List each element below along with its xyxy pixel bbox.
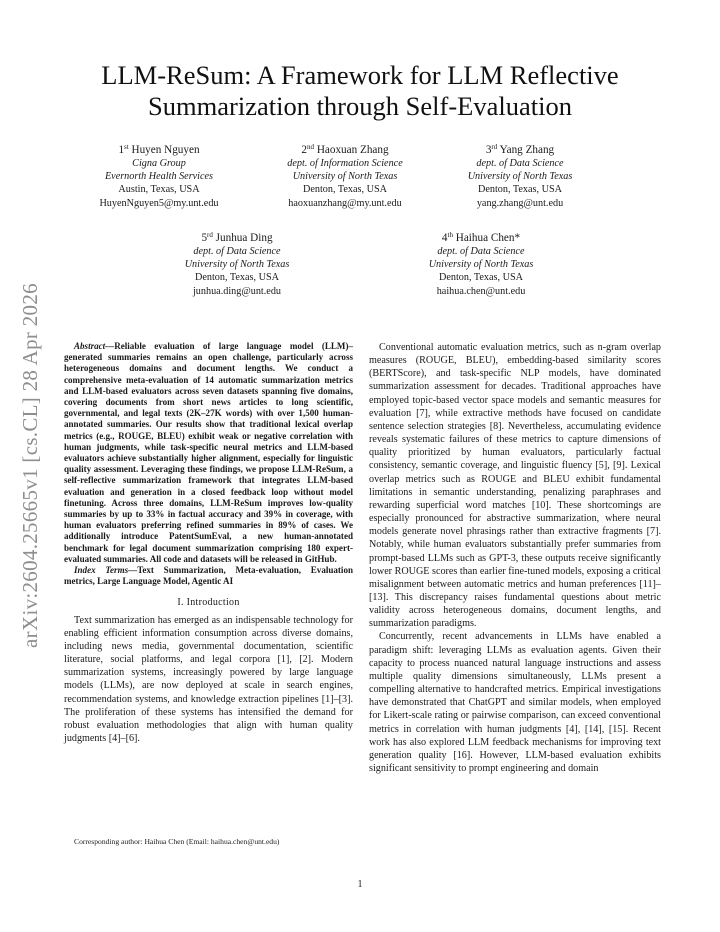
author-location: Austin, Texas, USA [118, 184, 200, 196]
index-terms-label: Index Terms [74, 565, 129, 576]
author-org: dept. of Information Science [287, 158, 403, 169]
author-org-sub: Evernorth Health Services [104, 171, 214, 183]
author-org: Cigna Group [132, 158, 186, 169]
right-column [369, 341, 661, 775]
arxiv-identifier-text: arXiv:2604.25665v1 [cs.CL] 28 Apr 2026 [17, 282, 42, 648]
author-org: dept. of Data Science [476, 158, 564, 169]
author-location: Denton, Texas, USA [478, 184, 562, 196]
author-email: yang.zhang@unt.edu [476, 197, 564, 209]
author-org: dept. of Data Science [193, 246, 281, 257]
author-block-4 [386, 231, 576, 298]
author-name: 5rd Junhua Ding [201, 231, 273, 244]
author-email: HuyenNguyen5@my.unt.edu [99, 197, 219, 209]
author-email: haoxuanzhang@my.unt.edu [288, 197, 402, 209]
author-org-sub: University of North Texas [292, 171, 398, 183]
index-terms [64, 565, 353, 587]
abstract-label: Abstract [74, 341, 106, 351]
author-location: Denton, Texas, USA [439, 272, 523, 284]
corresponding-author-footnote: Corresponding author: Haihua Chen (Email: haihua.chen@unt.edu) [74, 837, 280, 846]
index-terms-text: —Text Summarization, Meta-evaluation, Evaluation metrics, Large Language Model, Agentic AI [64, 565, 353, 587]
author-name: 1st Huyen Nguyen [118, 143, 200, 156]
author-name: 3rd Yang Zhang [485, 143, 555, 156]
page-number: 1 [357, 879, 363, 890]
author-block-1 [64, 143, 254, 210]
author-org: dept. of Data Science [437, 246, 525, 257]
author-email: haihua.chen@unt.edu [436, 285, 526, 297]
intro-paragraph-1: Text summarization has emerged as an indispensable technology for enabling efficient information consumption across diverse domains, including news media, governmental documentation, scientific literature, social platforms, and legal corpora [1], [2]. Modern summarization systems, increasingly powered by large language models (LLMs), are now deployed at scale in search engines, recommendation systems, and knowledge extraction pipelines [1]–[3]. The proliferation of these systems has intensified the demand for robust evaluation methodologies that align with human quality judgments [4]–[6]. [64, 614, 353, 745]
abstract [64, 341, 353, 565]
author-email: junhua.ding@unt.edu [192, 285, 282, 297]
arxiv-identifier [5, 255, 55, 675]
author-block-5 [142, 231, 332, 298]
author-org-sub: University of North Texas [428, 259, 534, 271]
intro-paragraph-2: Conventional automatic evaluation metrics, such as n-gram overlap measures (ROUGE, BLEU), embedding-based similarity scores (BERTScore), and task-specific NLP models, have dominated summarization assessment for decades. Traditional approaches have employed topic-based vector space models and semantic measures for evaluation [7], while extractive methods have focused on candidate sentence selection strategies [8]. Nevertheless, accumulating evidence reveals systematic failures of these metrics to capture dimensions of quality prioritized by human evaluators, particularly factual consistency, semantic coverage, and linguistic fluency [5], [9]. Lexical overlap metrics such as ROUGE and BLEU exhibit fundamental limitations in semantic understanding, penalizing paraphrases and rewarding superficial word matches [10]. These shortcomings are especially pronounced for abstractive summarization, where neural models generate novel phrasings rather than extractive fragments [7]. Notably, while human evaluators substantially prefer summaries from prompt-based LLMs such as GPT-3, these outputs receive significantly lower ROUGE scores than earlier fine-tuned models, exposing a critical misalignment between automatic metrics and human preferences [11]–[13]. This discrepancy raises fundamental questions about metric validity across heterogeneous domains, document lengths, and summarization paradigms. [369, 342, 661, 630]
section-heading: I. Introduction [177, 597, 240, 609]
author-location: Denton, Texas, USA [195, 272, 279, 284]
author-block-2 [250, 143, 440, 210]
intro-paragraph-3: Concurrently, recent advancements in LLMs have enabled a paradigm shift: leveraging LLMs as evaluation agents. Given their capacity to process nuanced natural language instructions and assess multiple quality dimensions simultaneously, LLMs present a compelling alternative to handcrafted metrics. Empirical investigations have demonstrated that ChatGPT and similar models, when employed for Likert-scale rating or pairwise comparison, can exceed conventional metrics in correlation with human judgments [4], [14], [15]. Recent work has also explored LLM feedback mechanisms for improving text generation quality [16]. However, LLM-based evaluation exhibits significant sensitivity to prompt engineering and domain [369, 631, 661, 774]
left-column [64, 341, 353, 745]
paper-title [60, 60, 660, 122]
title-line-2: Summarization through Self-Evaluation [148, 91, 572, 121]
author-name: 2nd Haoxuan Zhang [301, 143, 389, 156]
title-line-1: LLM-ReSum: A Framework for LLM Reflective [101, 60, 619, 90]
author-name: 4th Haihua Chen* [441, 231, 521, 244]
abstract-text: —Reliable evaluation of large language model (LLM)–generated summaries remains an open challenge, particularly across heterogeneous domains and document lengths. We conduct a comprehensive meta-evaluation of 14 automatic summarization metrics and LLM-based evaluators across seven datasets spanning five domains, covering documents from short news articles to long scientific, governmental, and legal texts (2K–27K words) with over 1,500 human-annotated summaries. Our results show that traditional lexical overlap metrics (e.g., ROUGE, BLEU) exhibit weak or negative correlation with human judgments, while task-specific neural metrics and LLM-based evaluators achieve substantially higher alignment, especially for linguistic quality assessment. Leveraging these findings, we propose LLM-ReSum, a self-reflective summarization framework that integrates LLM-based evaluation and generation in a closed feedback loop without model finetuning. Across three domains, LLM-ReSum improves low-quality summaries by up to 33% in factual accuracy and 39% in coverage, with human evaluators preferring refined summaries in 89% of cases. We additionally introduce PatentSumEval, a new human-annotated benchmark for legal document summarization comprising 180 expert-evaluated summaries. All code and datasets will be released in GitHub. [64, 341, 353, 564]
author-org-sub: University of North Texas [184, 259, 290, 271]
author-location: Denton, Texas, USA [303, 184, 387, 196]
author-org-sub: University of North Texas [467, 171, 573, 183]
author-block-3 [425, 143, 615, 210]
